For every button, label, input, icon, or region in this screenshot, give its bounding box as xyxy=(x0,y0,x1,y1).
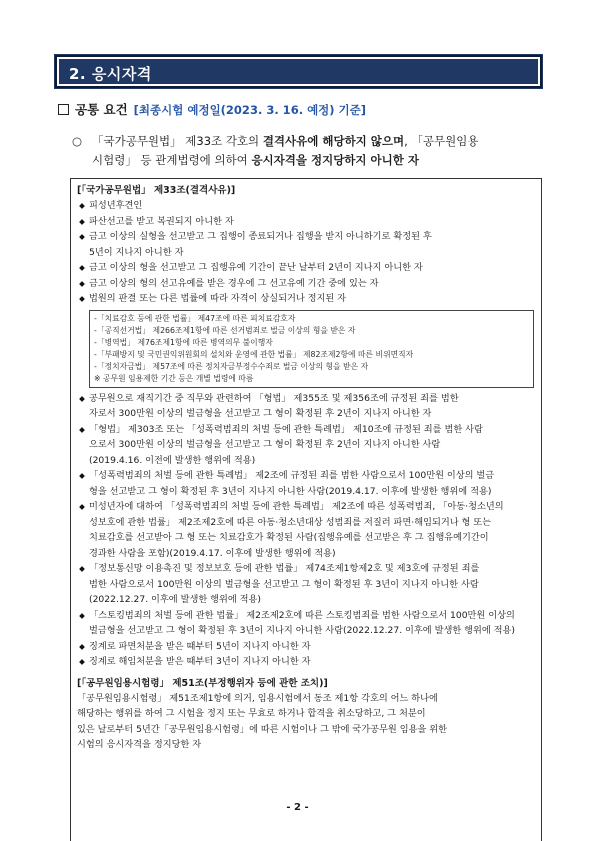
rule51-line: 「공무원임용시험령」 제51조제1항에 의거, 임용시험에서 동조 제1항 각호의 어느 하나에 xyxy=(77,692,438,704)
disqualification-box xyxy=(70,178,542,841)
list-item-continuation: (2019.4.16. 이전에 발생한 행위에 적용) xyxy=(89,454,256,466)
checkbox-square-icon xyxy=(58,104,69,115)
list-item-continuation: 범한 사람으로서 100만원 이상의 벌금형을 선고받고 그 형이 확정된 후 3년이 지나지 아니한 사람 xyxy=(89,578,479,590)
related-law-item: -「부패방지 및 국민권익위원회의 설치와 운영에 관한 법률」 제82조제2항에 따른 비위면직자 xyxy=(94,349,414,359)
circle-bullet-icon: ○ xyxy=(72,134,83,148)
rule51-line: 시험의 응시자격을 정지당한 자 xyxy=(77,739,202,750)
list-item: 금고 이상의 실형을 선고받고 그 집행이 종료되거나 집행을 받지 아니하기로 확정된 후 xyxy=(77,229,535,245)
list-item-continuation: 벌금형을 선고받고 그 형이 확정된 후 3년이 지나지 아니한 사람(2022.12.27. 이후에 발생한 행위에 적용) xyxy=(89,625,516,636)
intro-line-2 xyxy=(92,151,419,170)
list-item: 금고 이상의 형을 선고받고 그 집행유예 기간이 끝난 날부터 2년이 지나지 아니한 자 xyxy=(77,260,535,276)
list-item: 미성년자에 대하여 「성폭력범죄의 처벌 등에 관한 특례법」 제2조에 따른 성폭력범죄, 「아동·청소년의 xyxy=(77,499,535,515)
list-item: 「형법」 제303조 또는 「성폭력범죄의 처벌 등에 관한 특례법」 제10조에 규정된 죄를 범한 사람 xyxy=(77,422,535,438)
intro-text: 시험령」 등 관계법령에 의하여 xyxy=(92,153,252,167)
list-item: 징계로 파면처분을 받은 때부터 5년이 지나지 아니한 자 xyxy=(77,639,535,655)
list-item-continuation: 자로서 300만원 이상의 벌금형을 선고받고 그 형이 확정된 후 2년이 지나지 아니한 자 xyxy=(89,408,432,419)
list-item: 피성년후견인 xyxy=(77,198,535,214)
intro-bold: 응시자격을 정지당하지 아니한 자 xyxy=(251,153,419,167)
page-number: - 2 - xyxy=(286,802,309,813)
section-header xyxy=(55,55,542,88)
list-item-continuation: 성보호에 관한 법률」 제2조제2호에 따른 아동·청소년대상 성범죄를 저질러 파면·해임되거나 형 또는 xyxy=(89,516,492,528)
list-item: 파산선고를 받고 복권되지 아니한 자 xyxy=(77,214,535,230)
list-item: 「스토킹범죄의 처벌 등에 관한 법률」 제2조제2호에 따른 스토킹범죄를 범한 사람으로서 100만원 이상의 xyxy=(77,608,535,624)
list-item: 공무원으로 재직기간 중 직무와 관련하여 「형법」 제355조 및 제356조에 규정된 죄를 범한 xyxy=(77,391,535,407)
related-law-item: -「공직선거법」 제266조제1항에 따른 선거범죄로 벌금 이상의 형을 받은 자 xyxy=(94,325,356,335)
requirement-note: [최종시험 예정일(2023. 3. 16. 예정) 기준] xyxy=(133,103,367,117)
related-laws-box xyxy=(89,310,534,388)
related-law-note: ※ 공무원 임용제한 기간 등은 개별 법령에 따름 xyxy=(94,373,254,383)
requirement-title: 공통 요건 xyxy=(75,102,128,117)
list-item-continuation: 경과한 사람을 포함)(2019.4.17. 이후에 발생한 행위에 적용) xyxy=(89,547,336,559)
rule51-line: 해당하는 행위를 하여 그 시험을 정지 또는 무효로 하거나 합격을 취소당하고, 그 처분이 xyxy=(77,708,426,719)
list-item: 금고 이상의 형의 선고유예를 받은 경우에 그 선고유예 기간 중에 있는 자 xyxy=(77,276,535,292)
list-item: 「정보통신망 이용촉진 및 정보보호 등에 관한 법률」 제74조제1항제2호 및 제3호에 규정된 죄를 xyxy=(77,561,535,577)
related-law-item: -「치료감호 등에 관한 법률」 제47조에 따른 피치료감호자 xyxy=(94,313,296,323)
intro-bold: 결격사유에 해당하지 않으며 xyxy=(262,134,405,148)
list-item: 법원의 판결 또는 다른 법률에 따라 자격이 상실되거나 정지된 자 xyxy=(77,291,535,307)
rule51-heading: [「공무원임용시험령」 제51조(부정행위자 등에 관한 조치)] xyxy=(77,677,328,689)
list-item-continuation: (2022.12.27. 이후에 발생한 행위에 적용) xyxy=(89,594,262,605)
intro-text: , 「공무원임용 xyxy=(404,134,479,148)
list-item-continuation: 으로서 300만원 이상의 벌금형을 선고받고 그 형이 확정된 후 2년이 지나지 아니한 사람 xyxy=(89,439,441,450)
intro-line-1 xyxy=(92,132,479,151)
law33-heading: [「국가공무원법」 제33조(결격사유)] xyxy=(77,185,236,196)
related-law-item: -「정치자금법」 제57조에 따른 정치자금부정수수죄로 벌금 이상의 형을 받은 자 xyxy=(94,361,369,371)
list-item: 「성폭력범죄의 처벌 등에 관한 특례법」 제2조에 규정된 죄를 범한 사람으로서 100만원 이상의 벌금 xyxy=(77,468,535,484)
intro-text: 「국가공무원법」 제33조 각호의 xyxy=(92,134,263,148)
list-item-continuation: 5년이 지나지 아니한 자 xyxy=(89,246,184,258)
rule51-line: 있은 날로부터 5년간「공무원임용시험령」에 따른 시험이나 그 밖에 국가공무원 임용을 위한 xyxy=(77,723,448,735)
requirement-line xyxy=(58,100,538,118)
list-item: 징계로 해임처분을 받은 때부터 3년이 지나지 아니한 자 xyxy=(77,654,535,670)
section-title: 2. 응시자격 xyxy=(69,65,152,83)
related-law-item: -「병역법」 제76조제1항에 따른 병역의무 불이행자 xyxy=(94,337,273,347)
list-item-continuation: 치료감호를 선고받아 그 형 또는 치료감호가 확정된 사람(집행유예를 선고받은 후 그 집행유예기간이 xyxy=(89,532,489,543)
list-item-continuation: 형을 선고받고 그 형이 확정된 후 3년이 지나지 아니한 사람(2019.4.17. 이후에 발생한 행위에 적용) xyxy=(89,485,492,497)
